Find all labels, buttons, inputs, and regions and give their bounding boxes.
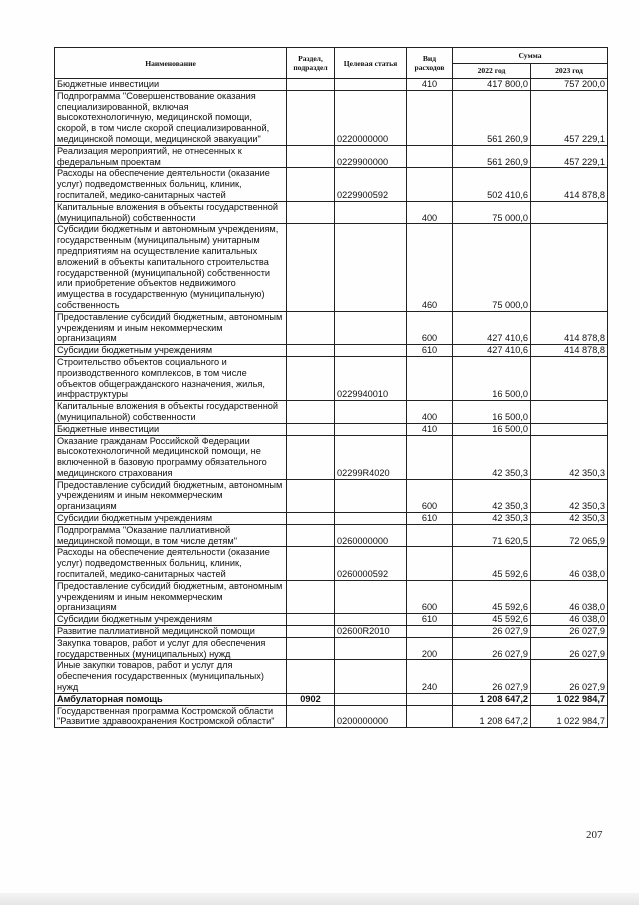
row-target: 0220000000 — [335, 90, 407, 145]
row-section — [287, 580, 335, 613]
table-row — [55, 479, 608, 512]
row-type: 600 — [407, 479, 453, 512]
row-sum-2023: 26 027,9 — [531, 626, 608, 638]
row-name: Расходы на обеспечение деятельности (оказание услуг) подведомственных больниц, клиник, госпиталей, медико-санитарных частей — [55, 547, 287, 580]
row-name: Предоставление субсидий бюджетным, автономным учреждениям и иным некоммерческим организациям — [55, 580, 287, 613]
row-name: Развитие паллиативной медицинской помощи — [55, 626, 287, 638]
row-name: Предоставление субсидий бюджетным, автономным учреждениям и иным некоммерческим организациям — [55, 479, 287, 512]
header-sum: Сумма — [453, 48, 608, 64]
row-section — [287, 90, 335, 145]
row-sum-2022: 16 500,0 — [453, 401, 531, 424]
row-type — [407, 524, 453, 547]
table-row — [55, 660, 608, 693]
row-section — [287, 547, 335, 580]
row-section — [287, 435, 335, 479]
row-target — [335, 660, 407, 693]
row-target: 0229940010 — [335, 356, 407, 400]
row-sum-2022: 1 208 647,2 — [453, 705, 531, 728]
row-sum-2023: 757 200,0 — [531, 79, 608, 91]
row-target — [335, 693, 407, 705]
row-type: 410 — [407, 423, 453, 435]
row-section — [287, 705, 335, 728]
row-type — [407, 168, 453, 201]
header-type: Вид расходов — [407, 48, 453, 79]
row-type — [407, 435, 453, 479]
table-row — [55, 547, 608, 580]
row-type — [407, 693, 453, 705]
row-sum-2022: 45 592,6 — [453, 614, 531, 626]
row-name: Подпрограмма "Оказание паллиативной медицинской помощи, в том числе детям" — [55, 524, 287, 547]
row-type: 600 — [407, 311, 453, 344]
page-number: 207 — [586, 829, 603, 841]
row-type: 610 — [407, 513, 453, 525]
row-target — [335, 580, 407, 613]
row-name: Амбулаторная помощь — [55, 693, 287, 705]
row-sum-2022: 26 027,9 — [453, 637, 531, 660]
row-target: 0200000000 — [335, 705, 407, 728]
row-name: Субсидии бюджетным учреждениям — [55, 513, 287, 525]
row-target — [335, 401, 407, 424]
row-sum-2023: 42 350,3 — [531, 479, 608, 512]
row-section — [287, 168, 335, 201]
row-type: 400 — [407, 401, 453, 424]
row-sum-2022: 45 592,6 — [453, 580, 531, 613]
row-name: Реализация мероприятий, не отнесенных к федеральным проектам — [55, 145, 287, 168]
row-section — [287, 524, 335, 547]
row-name: Закупка товаров, работ и услуг для обеспечения государственных (муниципальных) нужд — [55, 637, 287, 660]
row-sum-2023 — [531, 201, 608, 224]
row-sum-2022: 75 000,0 — [453, 224, 531, 311]
row-sum-2022: 1 208 647,2 — [453, 693, 531, 705]
table-row — [55, 693, 608, 705]
row-name: Государственная программа Костромской области "Развитие здравоохранения Костромской области" — [55, 705, 287, 728]
row-sum-2023: 46 038,0 — [531, 547, 608, 580]
row-sum-2023: 414 878,8 — [531, 311, 608, 344]
table-row — [55, 90, 608, 145]
table-row — [55, 356, 608, 400]
row-sum-2023: 26 027,9 — [531, 660, 608, 693]
row-name: Капитальные вложения в объекты государственной (муниципальной) собственности — [55, 201, 287, 224]
header-row — [55, 48, 608, 64]
header-name: Наименование — [55, 48, 287, 79]
row-sum-2022: 561 260,9 — [453, 90, 531, 145]
row-name: Расходы на обеспечение деятельности (оказание услуг) подведомственных больниц, клиник, госпиталей, медико-санитарных частей — [55, 168, 287, 201]
row-sum-2022: 417 800,0 — [453, 79, 531, 91]
row-sum-2022: 561 260,9 — [453, 145, 531, 168]
table-row — [55, 580, 608, 613]
row-section — [287, 79, 335, 91]
row-type — [407, 356, 453, 400]
row-sum-2022: 16 500,0 — [453, 423, 531, 435]
row-section — [287, 224, 335, 311]
row-name: Подпрограмма "Совершенствование оказания специализированной, включая высокотехнологичную, медицинской помощи, скорой, в том числе скорой специализированной, медицинской помощи, медицинской эвакуации" — [55, 90, 287, 145]
row-target: 02299R4020 — [335, 435, 407, 479]
table-row — [55, 401, 608, 424]
row-name: Бюджетные инвестиции — [55, 79, 287, 91]
row-name: Субсидии бюджетным и автономным учреждениям, государственным (муниципальным) унитарным предприятиям на осуществление капитальных вложений в объекты капитального строительства государственной (муниципальной) собственности или приобретение объектов недвижимого имущества в государственную (муниципальную) собственность — [55, 224, 287, 311]
row-type: 610 — [407, 614, 453, 626]
row-sum-2023: 414 878,8 — [531, 345, 608, 357]
row-target: 0229900592 — [335, 168, 407, 201]
table-row — [55, 345, 608, 357]
row-section — [287, 311, 335, 344]
row-type — [407, 145, 453, 168]
row-sum-2022: 427 410,6 — [453, 345, 531, 357]
row-sum-2023: 46 038,0 — [531, 614, 608, 626]
row-sum-2023: 1 022 984,7 — [531, 693, 608, 705]
row-section — [287, 637, 335, 660]
row-type — [407, 626, 453, 638]
row-section — [287, 345, 335, 357]
row-section — [287, 513, 335, 525]
row-sum-2022: 427 410,6 — [453, 311, 531, 344]
row-type: 410 — [407, 79, 453, 91]
table-row — [55, 435, 608, 479]
row-name: Предоставление субсидий бюджетным, автономным учреждениям и иным некоммерческим организациям — [55, 311, 287, 344]
row-target — [335, 637, 407, 660]
row-target — [335, 513, 407, 525]
row-target — [335, 201, 407, 224]
row-target — [335, 79, 407, 91]
row-target — [335, 345, 407, 357]
row-sum-2023: 414 878,8 — [531, 168, 608, 201]
row-target: 0260000592 — [335, 547, 407, 580]
row-section — [287, 356, 335, 400]
row-sum-2022: 502 410,6 — [453, 168, 531, 201]
row-target — [335, 224, 407, 311]
row-section — [287, 626, 335, 638]
row-name: Иные закупки товаров, работ и услуг для обеспечения государственных (муниципальных) нужд — [55, 660, 287, 693]
row-sum-2022: 26 027,9 — [453, 626, 531, 638]
row-sum-2022: 42 350,3 — [453, 435, 531, 479]
row-type: 200 — [407, 637, 453, 660]
row-section — [287, 614, 335, 626]
row-name: Бюджетные инвестиции — [55, 423, 287, 435]
table-row — [55, 224, 608, 311]
row-section — [287, 401, 335, 424]
row-sum-2023: 457 229,1 — [531, 145, 608, 168]
row-type — [407, 705, 453, 728]
table-row — [55, 626, 608, 638]
row-sum-2022: 26 027,9 — [453, 660, 531, 693]
row-type — [407, 90, 453, 145]
table-row — [55, 423, 608, 435]
row-sum-2023 — [531, 401, 608, 424]
row-type: 400 — [407, 201, 453, 224]
table-row — [55, 311, 608, 344]
row-target — [335, 423, 407, 435]
header-2023: 2023 год — [531, 63, 608, 79]
row-sum-2023: 72 065,9 — [531, 524, 608, 547]
table-row — [55, 513, 608, 525]
row-sum-2023: 46 038,0 — [531, 580, 608, 613]
row-type: 240 — [407, 660, 453, 693]
row-section — [287, 145, 335, 168]
row-type: 610 — [407, 345, 453, 357]
row-target: 0260000000 — [335, 524, 407, 547]
row-sum-2023 — [531, 224, 608, 311]
row-type: 460 — [407, 224, 453, 311]
row-target — [335, 614, 407, 626]
row-sum-2023: 42 350,3 — [531, 513, 608, 525]
row-sum-2023: 42 350,3 — [531, 435, 608, 479]
row-name: Субсидии бюджетным учреждениям — [55, 345, 287, 357]
row-sum-2022: 75 000,0 — [453, 201, 531, 224]
row-name: Строительство объектов социального и производственного комплексов, в том числе объектов общегражданского назначения, жилья, инфраструктуры — [55, 356, 287, 400]
table-row — [55, 637, 608, 660]
row-target: 02600R2010 — [335, 626, 407, 638]
row-name: Капитальные вложения в объекты государственной (муниципальной) собственности — [55, 401, 287, 424]
table-row — [55, 201, 608, 224]
row-sum-2023: 26 027,9 — [531, 637, 608, 660]
row-sum-2022: 45 592,6 — [453, 547, 531, 580]
table-row — [55, 705, 608, 728]
header-2022: 2022 год — [453, 63, 531, 79]
row-section: 0902 — [287, 693, 335, 705]
table-row — [55, 168, 608, 201]
row-sum-2023: 457 229,1 — [531, 90, 608, 145]
row-sum-2022: 42 350,3 — [453, 513, 531, 525]
row-sum-2022: 42 350,3 — [453, 479, 531, 512]
header-section: Раздел, подраздел — [287, 48, 335, 79]
row-sum-2023 — [531, 356, 608, 400]
row-name: Оказание гражданам Российской Федерации высокотехнологичной медицинской помощи, не включенной в базовую программу обязательного медицинского страхования — [55, 435, 287, 479]
row-target — [335, 311, 407, 344]
budget-table — [54, 47, 608, 728]
row-target — [335, 479, 407, 512]
row-type — [407, 547, 453, 580]
row-section — [287, 423, 335, 435]
row-name: Субсидии бюджетным учреждениям — [55, 614, 287, 626]
row-section — [287, 660, 335, 693]
scan-edge — [0, 893, 639, 905]
table-row — [55, 79, 608, 91]
row-section — [287, 479, 335, 512]
row-section — [287, 201, 335, 224]
row-type: 600 — [407, 580, 453, 613]
row-sum-2022: 71 620,5 — [453, 524, 531, 547]
row-sum-2022: 16 500,0 — [453, 356, 531, 400]
row-target: 0229900000 — [335, 145, 407, 168]
table-row — [55, 524, 608, 547]
table-row — [55, 614, 608, 626]
table-row — [55, 145, 608, 168]
row-sum-2023: 1 022 984,7 — [531, 705, 608, 728]
header-target: Целевая статья — [335, 48, 407, 79]
row-sum-2023 — [531, 423, 608, 435]
